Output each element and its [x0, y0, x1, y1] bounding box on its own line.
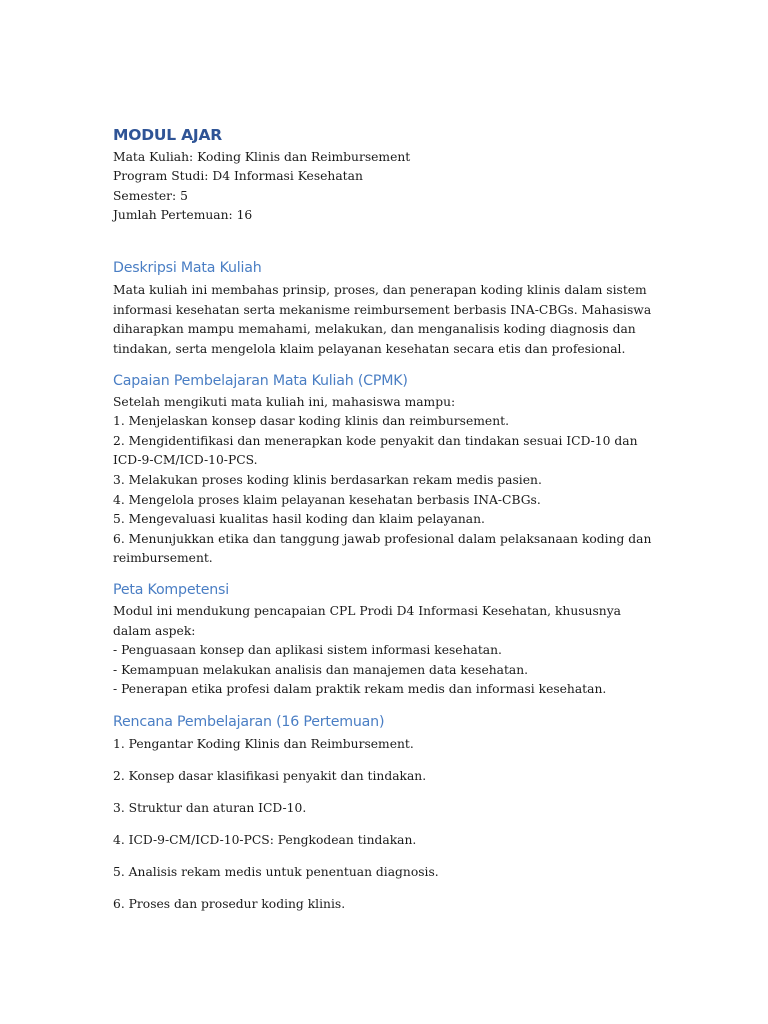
competency-item: - Penerapan etika profesi dalam praktik rekam medis dan informasi kesehatan. — [113, 682, 607, 697]
cpmk-item: 2. Mengidentifikasi dan menerapkan kode penyakit dan tindakan sesuai ICD-10 dan ICD-9-CM/ICD-10-PCS. — [113, 433, 638, 468]
cpmk-item: 3. Melakukan proses koding klinis berdasarkan rekam medis pasien. — [113, 473, 542, 488]
cpmk-item: 4. Mengelola proses klaim pelayanan kesehatan berbasis INA-CBGs. — [113, 492, 541, 507]
meta-course: Mata Kuliah: Koding Klinis dan Reimbursement — [113, 150, 411, 164]
document-title: MODUL AJAR — [113, 126, 223, 144]
description-heading: Deskripsi Mata Kuliah — [113, 260, 262, 276]
cpmk-item: 5. Mengevaluasi kualitas hasil koding dan klaim pelayanan. — [113, 512, 485, 527]
meta-program: Program Studi: D4 Informasi Kesehatan — [113, 169, 363, 184]
plan-item: 6. Proses dan prosedur koding klinis. — [113, 897, 346, 911]
meta-meetings: Jumlah Pertemuan: 16 — [113, 207, 253, 222]
plan-item: 5. Analisis rekam medis untuk penentuan diagnosis. — [113, 865, 439, 879]
competency-intro: Modul ini mendukung pencapaian CPL Prodi D4 Informasi Kesehatan, khususnya dalam aspek: — [113, 604, 622, 638]
competency-section — [113, 602, 658, 700]
cpmk-heading: Capaian Pembelajaran Mata Kuliah (CPMK) — [113, 373, 408, 389]
course-meta — [113, 148, 410, 225]
competency-heading: Peta Kompetensi — [113, 582, 229, 598]
plan-item: 4. ICD-9-CM/ICD-10-PCS: Pengkodean tindakan. — [113, 833, 417, 847]
plan-item: 2. Konsep dasar klasifikasi penyakit dan tindakan. — [113, 769, 427, 783]
competency-item: - Penguasaan konsep dan aplikasi sistem informasi kesehatan. — [113, 643, 502, 658]
plan-item: 3. Struktur dan aturan ICD-10. — [113, 801, 307, 815]
plan-item: 1. Pengantar Koding Klinis dan Reimbursement. — [113, 737, 414, 751]
cpmk-item: 6. Menunjukkan etika dan tanggung jawab profesional dalam pelaksanaan koding dan reimbursement. — [113, 531, 652, 566]
cpmk-section — [113, 393, 658, 569]
meta-semester: Semester: 5 — [113, 188, 188, 203]
description-text: Mata kuliah ini membahas prinsip, proses, dan penerapan koding klinis dalam sistem informasi kesehatan serta mekanisme reimbursement berbasis INA-CBGs. Mahasiswa diharapkan mampu memahami, melakukan, dan menganalisis koding diagnosis dan tindakan, serta mengelola klaim pelayanan kesehatan secara etis dan profesional. — [113, 283, 652, 356]
description-section — [113, 281, 658, 359]
plan-heading: Rencana Pembelajaran (16 Pertemuan) — [113, 714, 385, 730]
cpmk-item: 1. Menjelaskan konsep dasar koding klinis dan reimbursement. — [113, 414, 509, 429]
competency-item: - Kemampuan melakukan analisis dan manajemen data kesehatan. — [113, 662, 529, 677]
cpmk-intro: Setelah mengikuti mata kuliah ini, mahasiswa mampu: — [113, 395, 456, 409]
plan-section — [113, 735, 658, 927]
